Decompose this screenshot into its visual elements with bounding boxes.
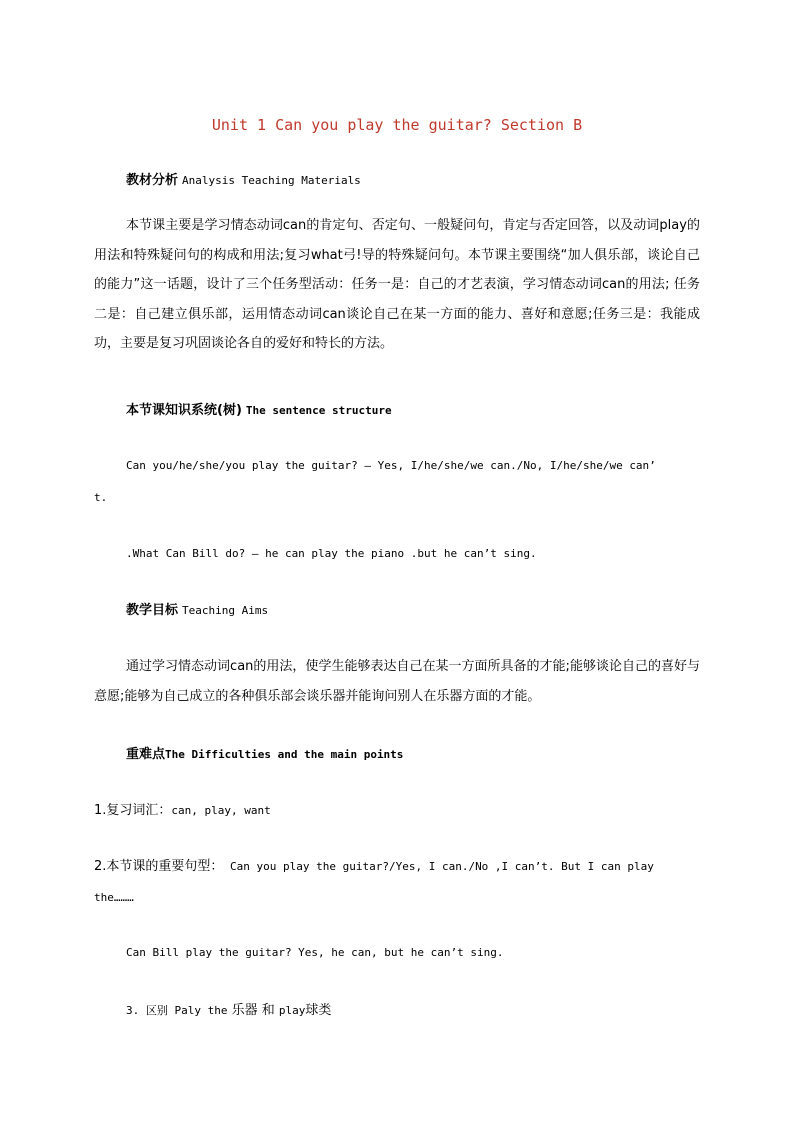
difficulty-item-2 (94, 858, 654, 875)
item-text: Paly the (174, 1004, 228, 1017)
structure-line-1-cont: t. (94, 491, 108, 504)
heading-en: The Difficulties and the main points (165, 748, 404, 761)
structure-line-2: .What Can Bill do? — he can play the piano .but he can’t sing. (126, 547, 537, 560)
heading-en: Analysis Teaching Materials (182, 174, 361, 187)
heading-cn: 重难点 (126, 747, 166, 762)
heading-cn: 本节课知识系统(树) (126, 403, 242, 418)
item-text-cn: 球类 (305, 1003, 332, 1018)
heading-cn: 教材分析 (126, 173, 179, 188)
item-text: play (278, 1004, 306, 1017)
heading-en: Teaching Aims (182, 604, 269, 617)
section-heading-aims (126, 602, 268, 619)
item-text-cn: 乐器 和 (227, 1003, 279, 1018)
difficulty-item-2-example: Can Bill play the guitar? Yes, he can, but he can’t sing. (126, 946, 504, 959)
difficulty-item-2-cont: the……… (94, 891, 134, 904)
analysis-paragraph: 本节课主要是学习情态动词can的肯定句、否定句、一般疑问句，肯定与否定回答，以及动词play的用法和特殊疑问句的构成和用法;复习what弓!导的特殊疑问句。本节课主要围绕“加人俱乐部，谈论自己的能力”这一话题，设计了三个任务型活动：任务一是：自己的才艺表演，学习情态动词can的用法; 任务二是：自己建立俱乐部，运用情态动词can谈论自己在某一方面的能力、喜好和意愿;任务三是：我能成功，主要是复习巩固谈论各自的爱好和特长的方法。 (94, 218, 700, 351)
item-label: 2.本节课的重要句型： (94, 859, 224, 874)
heading-cn: 教学目标 (126, 603, 179, 618)
difficulty-item-1 (94, 802, 271, 819)
heading-en: The sentence structure (245, 404, 392, 417)
page-title: Unit 1 Can you play the guitar? Section B (211, 116, 583, 134)
section-heading-difficulties (126, 746, 403, 763)
item-number: 3. 区别 (126, 1004, 175, 1017)
aims-paragraph: 通过学习情态动词can的用法，使学生能够表达自己在某一方面所具备的才能;能够谈论自己的喜好与意愿;能够为自己成立的各种俱乐部会谈乐器并能询问别人在乐器方面的才能。 (94, 659, 700, 704)
structure-line-1: Can you/he/she/you play the guitar? — Yes, I/he/she/we can./No, I/he/she/we can’ (126, 459, 656, 472)
item-text: Can you play the guitar?/Yes, I can./No ,I can’t. But I can play (223, 860, 654, 873)
item-text: can, play, want (171, 804, 271, 817)
section-heading-structure (126, 402, 392, 419)
difficulty-item-3 (126, 1002, 331, 1019)
section-heading-analysis (126, 172, 361, 189)
item-label: 1.复习词汇： (94, 803, 172, 818)
